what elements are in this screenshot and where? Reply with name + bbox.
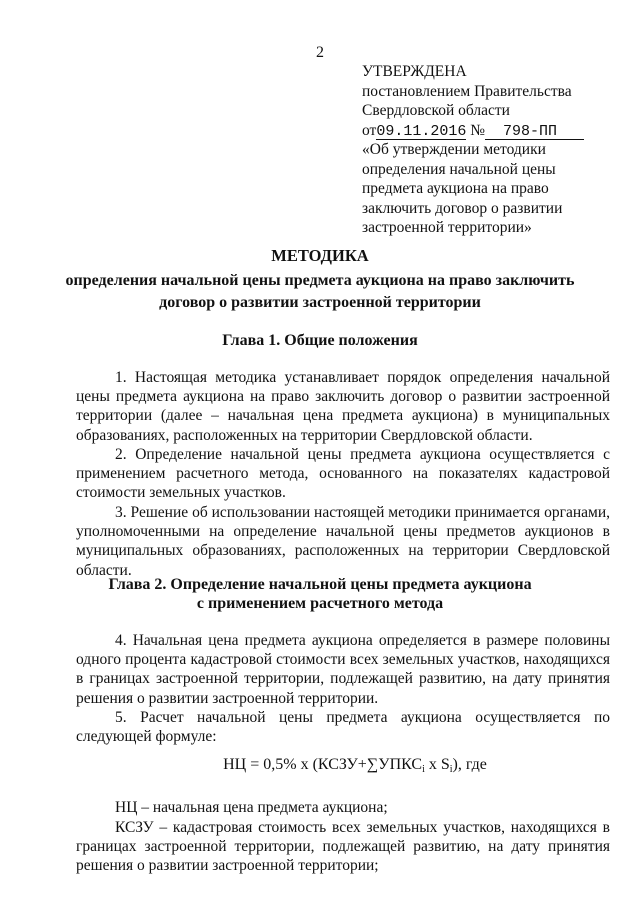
chapter-1-heading: Глава 1. Общие положения	[222, 332, 418, 349]
paragraph-5: 5. Расчет начальной цены предмета аукциона осуществляется по следующей формуле:	[76, 709, 610, 746]
approval-status: УТВЕРЖДЕНА	[362, 63, 467, 80]
document-subtitle	[40, 270, 600, 314]
chapter-2-heading	[40, 575, 600, 613]
paragraph-4: 4. Начальная цена предмета аукциона определяется в размере половины одного процента кадастровой стоимости всех земельных участков, находящихся в границах застроенной территории, подлежащей развитию, на дату принятия решения о развитии застроенной территории.	[76, 632, 610, 707]
approval-about-1: «Об утверждении методики	[362, 141, 546, 158]
chapter-2-heading-line-2: с применением расчетного метода	[196, 595, 444, 612]
approval-about-5: застроенной территории»	[362, 219, 532, 236]
definition-nc: НЦ – начальная цена предмета аукциона;	[115, 799, 388, 816]
approval-number-sign: №	[470, 121, 486, 139]
approval-about-3: предмета аукциона на право	[362, 180, 549, 197]
subtitle-line-1: определения начальной цены предмета аукциона на право заключить	[65, 272, 575, 289]
approval-number: 798-ПП	[485, 124, 584, 140]
approval-date-line	[362, 121, 624, 141]
paragraph-1: 1. Настоящая методика устанавливает порядок определения начальной цены предмета аукциона на право заключить договор о развитии застроенной территории (далее – начальная цена предмета аукциона) в муниципальных образованиях, расположенных на территории Свердловской области.	[76, 369, 610, 444]
approval-about-2: определения начальной цены	[362, 160, 556, 178]
formula: НЦ = 0,5% х ($КСЗУ+\sum УПКС_i$ х $S_i$), где	[223, 756, 487, 775]
approval-block	[362, 62, 624, 238]
approval-line-2: Свердловской области	[362, 102, 510, 119]
page-number: 2	[316, 44, 324, 61]
document-title: МЕТОДИКА	[271, 246, 369, 265]
approval-about-4: заключить договор о развитии	[362, 199, 563, 217]
subtitle-line-2: договор о развитии застроенной территории	[159, 294, 481, 311]
approval-from-prefix: от	[362, 121, 377, 139]
approval-date: 09.11.2016	[376, 122, 467, 140]
paragraph-2: 2. Определение начальной цены предмета аукциона осуществляется с применением расчетного метода, основанного на показателях кадастровой стоимости земельных участков.	[76, 446, 610, 502]
approval-line-1: постановлением Правительства	[362, 82, 572, 100]
paragraph-3: 3. Решение об использовании настоящей методики принимается органами, уполномоченными на определение начальной цены предметов аукционов в муниципальных образованиях, расположенных на территории Свердловской области.	[76, 504, 610, 579]
chapter-2-heading-line-1: Глава 2. Определение начальной цены предмета аукциона	[108, 576, 532, 593]
definition-kszu: КСЗУ – кадастровая стоимость всех земельных участков, находящихся в границах застроенной территории, подлежащей развитию, на дату принятия решения о развитии застроенной территории;	[76, 819, 610, 875]
